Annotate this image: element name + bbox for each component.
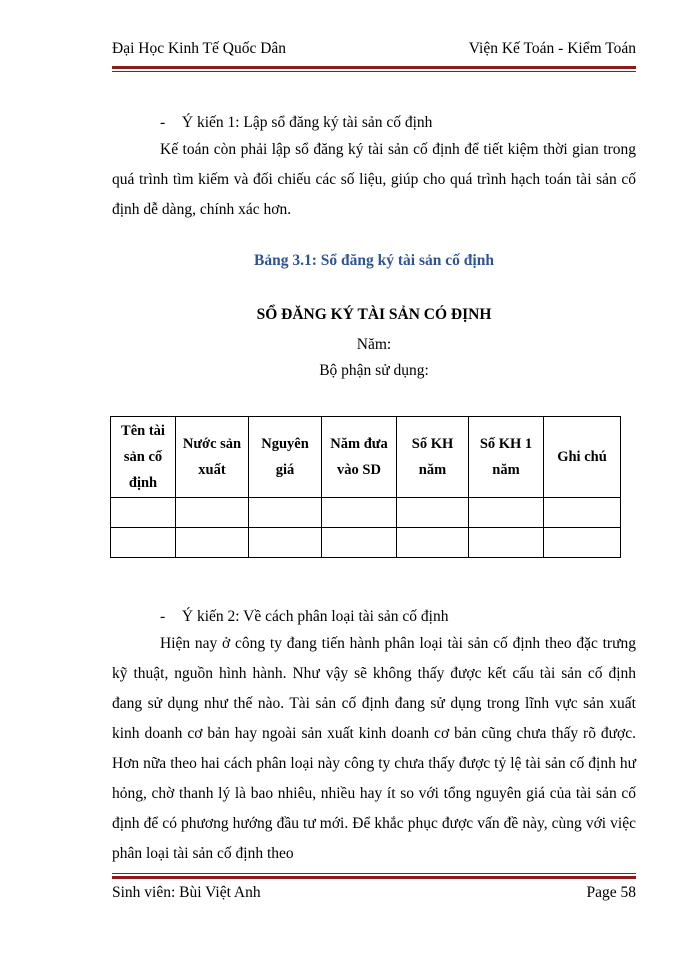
opinion-2-title: Ý kiến 2: Về cách phân loại tài sản cố định (181, 608, 449, 625)
bullet-dash: - (160, 114, 166, 131)
header-rule-thin (112, 71, 636, 72)
bullet-dash: - (160, 608, 166, 625)
opinion-1-paragraph (112, 135, 636, 225)
opinion-2-paragraph (112, 629, 636, 869)
table-header-row (111, 417, 621, 498)
col-country: Nước sản xuất (176, 417, 249, 498)
footer-rule-thin (112, 873, 636, 874)
page-header (112, 36, 636, 64)
opinion-1-text: Kế toán còn phải lập sổ đăng ký tài sản cố định để tiết kiệm thời gian trong quá trình tìm kiếm và đối chiếu các số liệu, giúp cho quá trình hạch toán tài sản cố định dễ dàng, chính xác hơn. (112, 141, 636, 218)
col-asset-name: Tên tài sản cố định (111, 417, 176, 498)
col-original-cost: Nguyên giá (249, 417, 322, 498)
col-depreciation-per-year: Số KH 1 năm (469, 417, 544, 498)
header-institute: Viện Kế Toán - Kiểm Toán (468, 40, 636, 57)
opinion-1-title: Ý kiến 1: Lập sổ đăng ký tài sản cố định (181, 114, 433, 131)
col-year-in-use: Năm đưa vào SD (322, 417, 397, 498)
opinion-1-bullet (160, 114, 432, 132)
col-notes: Ghi chú (544, 417, 621, 498)
table-row (111, 498, 621, 528)
opinion-2-text: Hiện nay ở công ty đang tiến hành phân loại tài sản cố định theo đặc trưng kỹ thuật, nguồn hình hành. Như vậy sẽ không thấy được kết cấu tài sản cố định đang sử dụng như thế nào. Tài sản cố định đang sử dụng trong lĩnh vực sản xuất kinh doanh cơ bản hay ngoài sản xuất kinh doanh cơ bản cũng chưa thấy rõ được. Hơn nữa theo hai cách phân loại này công ty chưa thấy được tỷ lệ tài sản cố định hư hỏng, chờ thanh lý là bao nhiêu, nhiều hay ít so với tổng nguyên giá của tài sản cố định để có phương hướng đầu tư mới. Để khắc phục được vấn đề này, cùng với việc phân loại tài sản cố định theo (112, 635, 636, 862)
col-depreciation-years: Số KH năm (397, 417, 469, 498)
footer-rule-thick (112, 876, 636, 879)
table-row (111, 528, 621, 558)
footer-page-number: Page 58 (586, 884, 636, 901)
opinion-2-bullet (160, 608, 448, 626)
table-caption: Bảng 3.1: Sổ đăng ký tài sản cố định (254, 252, 494, 269)
register-title: SỔ ĐĂNG KÝ TÀI SẢN CÓ ĐỊNH (256, 306, 492, 323)
register-year: Năm: (356, 336, 392, 353)
footer-student: Sinh viên: Bùi Việt Anh (112, 884, 261, 901)
asset-register-table (110, 416, 621, 558)
header-university: Đại Học Kinh Tế Quốc Dân (112, 40, 287, 57)
header-rule-thick (112, 66, 636, 69)
register-department: Bộ phận sử dụng: (319, 362, 429, 379)
